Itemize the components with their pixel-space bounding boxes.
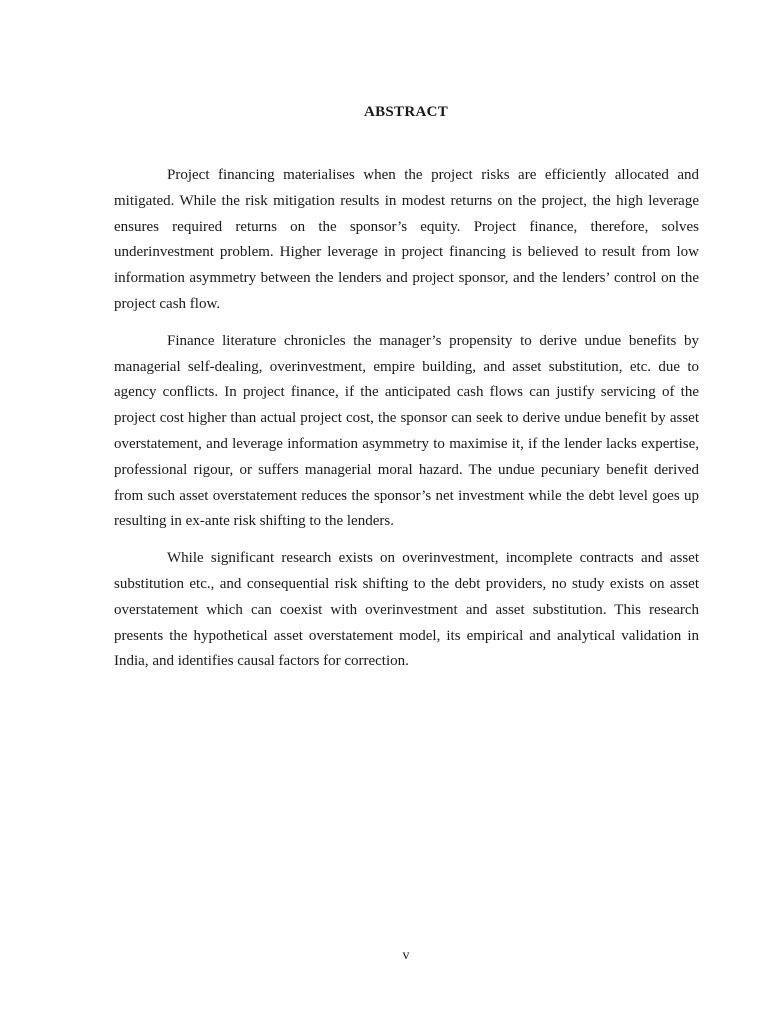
paragraph-2: Finance literature chronicles the manager’s propensity to derive undue benefits by managerial self-dealing, overinvestment, empire building, and asset substitution, etc. due to agency conflicts. In project finance, if the anticipated cash flows can justify servicing of the project cost higher than actual project cost, the sponsor can seek to derive undue benefit by asset overstatement, and leverage information asymmetry to maximise it, if the lender lacks expertise, professional rigour, or suffers managerial moral hazard. The undue pecuniary benefit derived from such asset overstatement reduces the sponsor’s net investment while the debt level goes up resulting in ex-ante risk shifting to the lenders.: [114, 332, 699, 530]
paragraph-1: Project financing materialises when the project risks are efficiently allocated and mitigated. While the risk mitigation results in modest returns on the project, the high leverage ensures required returns on the sponsor’s equity. Project finance, therefore, solves underinvestment problem. Higher leverage in project financing is believed to result from low information asymmetry between the lenders and project sponsor, and the lenders’ control on the project cash flow.: [114, 167, 699, 312]
abstract-heading: ABSTRACT: [363, 104, 449, 120]
abstract-body: [114, 163, 699, 686]
page-number: v: [402, 948, 410, 963]
paragraph-3: While significant research exists on overinvestment, incomplete contracts and asset substitution etc., and consequential risk shifting to the debt providers, no study exists on asset overstatement which can coexist with overinvestment and asset substitution. This research presents the hypothetical asset overstatement model, its empirical and analytical validation in India, and identifies causal factors for correction.: [114, 550, 699, 670]
